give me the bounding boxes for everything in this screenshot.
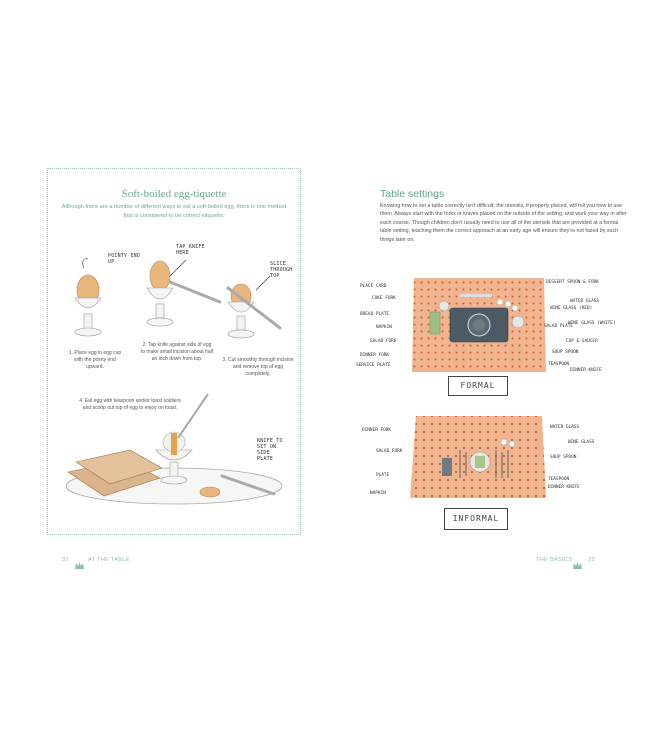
label-water-glass: WATER GLASS [570, 299, 600, 304]
table-settings-title: Table settings [380, 188, 445, 200]
egg-cup-1 [75, 258, 101, 336]
label-slice: SLICE THROUGH TOP [270, 261, 293, 279]
label-informal-dinner-fork: DINNER FORK [362, 428, 392, 433]
label-salad-plate: SALAD PLATE [544, 324, 574, 329]
label-wine-glass-red: WINE GLASS (RED) [550, 306, 593, 311]
table-settings-body: Knowing how to set a table correctly isn't difficult; the utensils, if properly placed, will tell you how to use them. Always start with the forks or knives placed on the outside of the setting, and work your way in after each course. Though children don't usually need to use all of the utensils that are provided at a formal table setting, teaching them the correct approach at an early age will ensure they're not fazed by such things later on. [380, 203, 627, 243]
informal-setting-illustration [404, 412, 554, 508]
label-dinner-fork: DINNER FORK [360, 353, 390, 358]
label-cup-saucer: CUP & SAUCER [566, 339, 598, 344]
label-soup-spoon: SOUP SPOON [552, 350, 579, 355]
formal-setting-illustration [404, 272, 554, 392]
label-cake-fork: CAKE FORK [372, 296, 396, 301]
egg-cup-2 [147, 260, 220, 326]
step-2: 2. Tap knife against side of egg to make small incision about half an inch down from top. [140, 342, 214, 362]
label-service-plate: SERVICE PLATE [356, 363, 391, 368]
egg-illustration [48, 238, 300, 534]
label-tap-knife: TAP KNIFE HERE [176, 244, 205, 256]
label-informal-water-glass: WATER GLASS [550, 425, 580, 430]
step-3: 3. Cut smoothly through incision and remove top of egg completely. [222, 357, 294, 377]
label-pointy-end: POINTY END UP [108, 253, 141, 265]
crown-icon [75, 556, 84, 563]
label-informal-dinner-knife: DINNER KNIFE [548, 485, 580, 490]
informal-tag-text: INFORMAL [452, 514, 500, 523]
label-knife-side-plate: KNIFE TO SIT ON SIDE PLATE [257, 438, 283, 462]
egg-cup-3 [228, 276, 280, 338]
label-bread-plate: BREAD PLATE [360, 312, 390, 317]
step-4: 4. Eat egg with teaspoon and/or toast soldiers and scoop out top of egg to enjoy on toast. [79, 398, 181, 411]
egg-section-title: Soft-boiled egg-tiquette [121, 188, 227, 200]
left-footer-section: AT THE TABLE [88, 557, 130, 563]
step-1: 1. Place egg in egg cup with the pointy end upward. [68, 350, 122, 370]
right-footer-page: 33 [588, 557, 595, 563]
formal-tag [448, 376, 508, 396]
crown-icon [573, 556, 582, 563]
label-informal-plate: PLATE [376, 473, 390, 478]
label-dessert-spoon-fork: DESSERT SPOON & FORK [546, 280, 599, 285]
label-dinner-knife: DINNER KNIFE [570, 368, 602, 373]
label-salad-fork: SALAD FORK [370, 339, 397, 344]
left-footer-page: 32 [62, 557, 69, 563]
label-teaspoon: TEASPOON [548, 362, 570, 367]
informal-tag [444, 508, 508, 530]
label-informal-wine-glass: WINE GLASS [568, 440, 595, 445]
label-place-card: PLACE CARD [360, 284, 387, 289]
label-wine-glass-white: WINE GLASS (WHITE) [568, 321, 616, 326]
label-informal-teaspoon: TEASPOON [548, 477, 570, 482]
right-footer-section: THE BASICS [536, 557, 573, 563]
egg-section-subtitle: Although there are a number of different ways to eat a soft-boiled egg, there is one method that is considered to be correct etiquette. [61, 204, 287, 219]
label-napkin: NAPKIN [376, 325, 392, 330]
formal-tag-text: FORMAL [460, 381, 496, 390]
label-informal-soup-spoon: SOUP SPOON [550, 455, 577, 460]
label-informal-salad-fork: SALAD FORK [376, 449, 403, 454]
label-informal-napkin: NAPKIN [370, 491, 386, 496]
